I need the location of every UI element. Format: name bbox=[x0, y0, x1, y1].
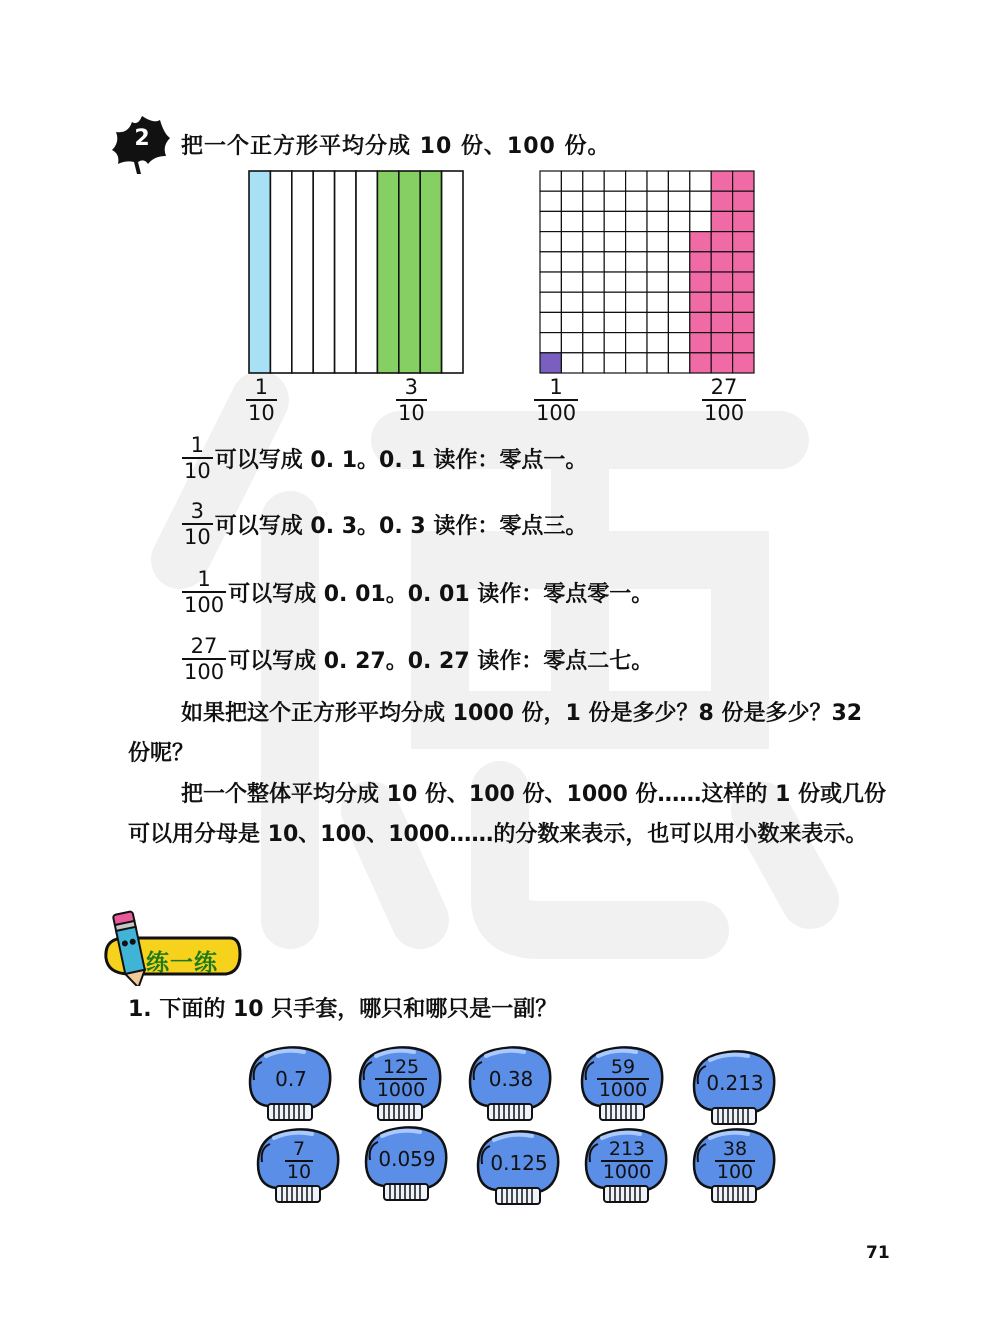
hundredth-cell bbox=[711, 312, 732, 332]
hundredth-cell bbox=[668, 232, 689, 252]
hundredth-cell bbox=[690, 191, 711, 211]
hundredth-cell bbox=[711, 191, 732, 211]
hundredth-cell bbox=[583, 191, 604, 211]
hundredth-cell bbox=[561, 292, 582, 312]
glove-denominator: 10 bbox=[286, 1161, 312, 1183]
glove-decimal bbox=[482, 1140, 556, 1186]
hundredth-cell bbox=[647, 272, 668, 292]
tenth-strip bbox=[313, 171, 334, 373]
hundredth-cell bbox=[690, 232, 711, 252]
tenths-square bbox=[248, 170, 464, 374]
glove-fraction bbox=[262, 1138, 336, 1184]
hundredth-cell bbox=[583, 272, 604, 292]
hundredth-cell bbox=[733, 211, 754, 231]
glove-numerator: 59 bbox=[610, 1056, 636, 1078]
question-paragraph: 如果把这个正方形平均分成 1000 份，1 份是多少？8 份是多少？32 份呢？ bbox=[128, 701, 863, 766]
hundredth-cell bbox=[647, 171, 668, 191]
tenth-strip bbox=[420, 171, 441, 373]
hundredth-cell bbox=[647, 353, 668, 373]
statement-line: $\frac{1}{100}$ 可以写成 0. 01。0. 01 读作：零点零一。 bbox=[184, 567, 654, 617]
hundredth-cell bbox=[540, 312, 561, 332]
glove-denominator: 1000 bbox=[602, 1161, 652, 1183]
glove-denominator: 1000 bbox=[376, 1079, 426, 1101]
hundredth-cell bbox=[626, 292, 647, 312]
hundredth-cell bbox=[690, 211, 711, 231]
hundredth-cell bbox=[604, 191, 625, 211]
hundredth-cell bbox=[604, 252, 625, 272]
hundredth-cell bbox=[711, 333, 732, 353]
hundredth-cell bbox=[540, 333, 561, 353]
glove bbox=[580, 1124, 672, 1210]
hundredth-cell bbox=[647, 292, 668, 312]
glove bbox=[576, 1042, 668, 1128]
label-three-tenths: 3 10 bbox=[398, 375, 425, 425]
hundredth-cell bbox=[668, 211, 689, 231]
hundredth-cell bbox=[626, 191, 647, 211]
glove-value: 0.125 bbox=[490, 1151, 548, 1175]
hundredth-cell bbox=[733, 312, 754, 332]
hundredth-cell bbox=[626, 312, 647, 332]
glove bbox=[464, 1042, 556, 1128]
page-number: 71 bbox=[866, 1243, 890, 1263]
hundredth-cell bbox=[668, 292, 689, 312]
hundredth-cell bbox=[583, 292, 604, 312]
glove-value: 0.059 bbox=[378, 1147, 436, 1171]
glove-numerator: 7 bbox=[292, 1138, 306, 1160]
hundredths-square bbox=[539, 170, 755, 374]
hundredth-cell bbox=[668, 333, 689, 353]
hundredth-cell bbox=[733, 353, 754, 373]
hundredth-cell bbox=[540, 171, 561, 191]
hundredth-cell bbox=[733, 272, 754, 292]
hundredth-cell bbox=[540, 252, 561, 272]
statement-line: $\frac{1}{10}$ 可以写成 0. 1。0. 1 读作：零点一。 bbox=[184, 433, 588, 483]
hundredth-cell bbox=[626, 171, 647, 191]
glove-value: 0.38 bbox=[488, 1067, 534, 1091]
hundredth-cell bbox=[647, 232, 668, 252]
hundredth-cell bbox=[561, 272, 582, 292]
hundredth-cell bbox=[668, 171, 689, 191]
glove-fraction bbox=[586, 1056, 660, 1102]
glove-numerator: 38 bbox=[722, 1138, 748, 1160]
glove-decimal bbox=[698, 1060, 772, 1106]
practice-label: 练一练 bbox=[146, 950, 218, 976]
glove bbox=[688, 1124, 780, 1210]
tenth-strip bbox=[399, 171, 420, 373]
glove-numerator: 213 bbox=[608, 1138, 646, 1160]
hundredth-cell bbox=[540, 272, 561, 292]
section-heading: 把一个正方形平均分成 10 份、100 份。 bbox=[181, 134, 611, 159]
hundredth-cell bbox=[711, 171, 732, 191]
hundredth-cell bbox=[626, 353, 647, 373]
hundredth-cell bbox=[540, 211, 561, 231]
hundredth-cell bbox=[690, 312, 711, 332]
hundredth-cell bbox=[690, 292, 711, 312]
glove-numerator: 125 bbox=[382, 1056, 420, 1078]
hundredth-cell bbox=[668, 252, 689, 272]
hundredth-cell bbox=[626, 232, 647, 252]
hundredth-cell bbox=[733, 191, 754, 211]
section-number: 2 bbox=[134, 126, 150, 151]
hundredth-cell bbox=[604, 353, 625, 373]
tenth-strip bbox=[249, 171, 270, 373]
statement-line: $\frac{27}{100}$ 可以写成 0. 27。0. 27 读作：零点二七。 bbox=[184, 634, 654, 684]
hundredth-cell bbox=[540, 191, 561, 211]
hundredth-cell bbox=[561, 312, 582, 332]
hundredth-cell bbox=[733, 333, 754, 353]
hundredth-cell bbox=[540, 353, 561, 373]
hundredth-cell bbox=[604, 232, 625, 252]
hundredth-cell bbox=[711, 252, 732, 272]
hundredth-cell bbox=[711, 232, 732, 252]
hundredth-cell bbox=[647, 333, 668, 353]
label-one-hundredth: 1 100 bbox=[536, 375, 577, 425]
glove-fraction bbox=[698, 1138, 772, 1184]
hundredth-cell bbox=[561, 353, 582, 373]
glove bbox=[688, 1046, 780, 1132]
glove bbox=[360, 1122, 452, 1208]
statement-line: $\frac{3}{10}$ 可以写成 0. 3。0. 3 读作：零点三。 bbox=[184, 499, 588, 549]
hundredth-cell bbox=[668, 353, 689, 373]
hundredth-cell bbox=[583, 252, 604, 272]
hundredth-cell bbox=[626, 272, 647, 292]
hundredth-cell bbox=[711, 292, 732, 312]
hundredth-cell bbox=[733, 171, 754, 191]
hundredth-cell bbox=[604, 312, 625, 332]
hundredth-cell bbox=[690, 171, 711, 191]
glove-decimal bbox=[370, 1136, 444, 1182]
hundredth-cell bbox=[647, 312, 668, 332]
summary-paragraph: 把一个整体平均分成 10 份、100 份、1000 份……这样的 1 份或几份可以用分母是 10、100、1000……的分数来表示，也可以用小数来表示。 bbox=[128, 782, 887, 847]
glove bbox=[354, 1042, 446, 1128]
tenth-strip bbox=[377, 171, 398, 373]
hundredth-cell bbox=[583, 312, 604, 332]
hundredth-cell bbox=[540, 232, 561, 252]
hundredth-cell bbox=[604, 333, 625, 353]
hundredth-cell bbox=[690, 333, 711, 353]
hundredth-cell bbox=[668, 191, 689, 211]
hundredth-cell bbox=[604, 292, 625, 312]
hundredth-cell bbox=[647, 211, 668, 231]
hundredth-cell bbox=[690, 353, 711, 373]
hundredth-cell bbox=[583, 333, 604, 353]
hundredth-cell bbox=[711, 211, 732, 231]
tenth-strip bbox=[442, 171, 463, 373]
glove-denominator: 1000 bbox=[598, 1079, 648, 1101]
hundredth-cell bbox=[733, 252, 754, 272]
hundredth-cell bbox=[711, 353, 732, 373]
glove bbox=[252, 1124, 344, 1210]
hundredth-cell bbox=[583, 232, 604, 252]
glove-fraction bbox=[590, 1138, 664, 1184]
hundredth-cell bbox=[733, 292, 754, 312]
tenth-strip bbox=[356, 171, 377, 373]
practice-banner bbox=[100, 906, 250, 986]
hundredth-cell bbox=[561, 252, 582, 272]
hundredth-cell bbox=[540, 292, 561, 312]
glove-decimal bbox=[254, 1056, 328, 1102]
hundredth-cell bbox=[690, 252, 711, 272]
glove bbox=[244, 1042, 336, 1128]
glove bbox=[472, 1126, 564, 1212]
hundredth-cell bbox=[583, 211, 604, 231]
hundredth-cell bbox=[690, 272, 711, 292]
label-27-hundredths: 27 100 bbox=[704, 375, 745, 425]
tenth-strip bbox=[292, 171, 313, 373]
tenth-strip bbox=[270, 171, 291, 373]
hundredth-cell bbox=[668, 312, 689, 332]
hundredth-cell bbox=[647, 252, 668, 272]
hundredth-cell bbox=[561, 191, 582, 211]
hundredth-cell bbox=[583, 171, 604, 191]
hundredth-cell bbox=[711, 272, 732, 292]
glove-question: 1. 下面的 10 只手套，哪只和哪只是一副？ bbox=[128, 997, 558, 1022]
hundredth-cell bbox=[561, 171, 582, 191]
tenth-strip bbox=[335, 171, 356, 373]
hundredth-cell bbox=[561, 211, 582, 231]
hundredth-cell bbox=[583, 353, 604, 373]
hundredth-cell bbox=[626, 252, 647, 272]
hundredth-cell bbox=[668, 272, 689, 292]
hundredth-cell bbox=[561, 232, 582, 252]
glove-decimal bbox=[474, 1056, 548, 1102]
glove-value: 0.7 bbox=[275, 1067, 307, 1091]
hundredth-cell bbox=[604, 211, 625, 231]
hundredth-cell bbox=[561, 333, 582, 353]
glove-fraction bbox=[364, 1056, 438, 1102]
hundredth-cell bbox=[604, 171, 625, 191]
hundredth-cell bbox=[604, 272, 625, 292]
hundredth-cell bbox=[647, 191, 668, 211]
hundredth-cell bbox=[626, 211, 647, 231]
hundredth-cell bbox=[733, 232, 754, 252]
glove-value: 0.213 bbox=[706, 1071, 764, 1095]
label-one-tenth: 1 10 bbox=[248, 375, 275, 425]
glove-denominator: 100 bbox=[716, 1161, 754, 1183]
hundredth-cell bbox=[626, 333, 647, 353]
